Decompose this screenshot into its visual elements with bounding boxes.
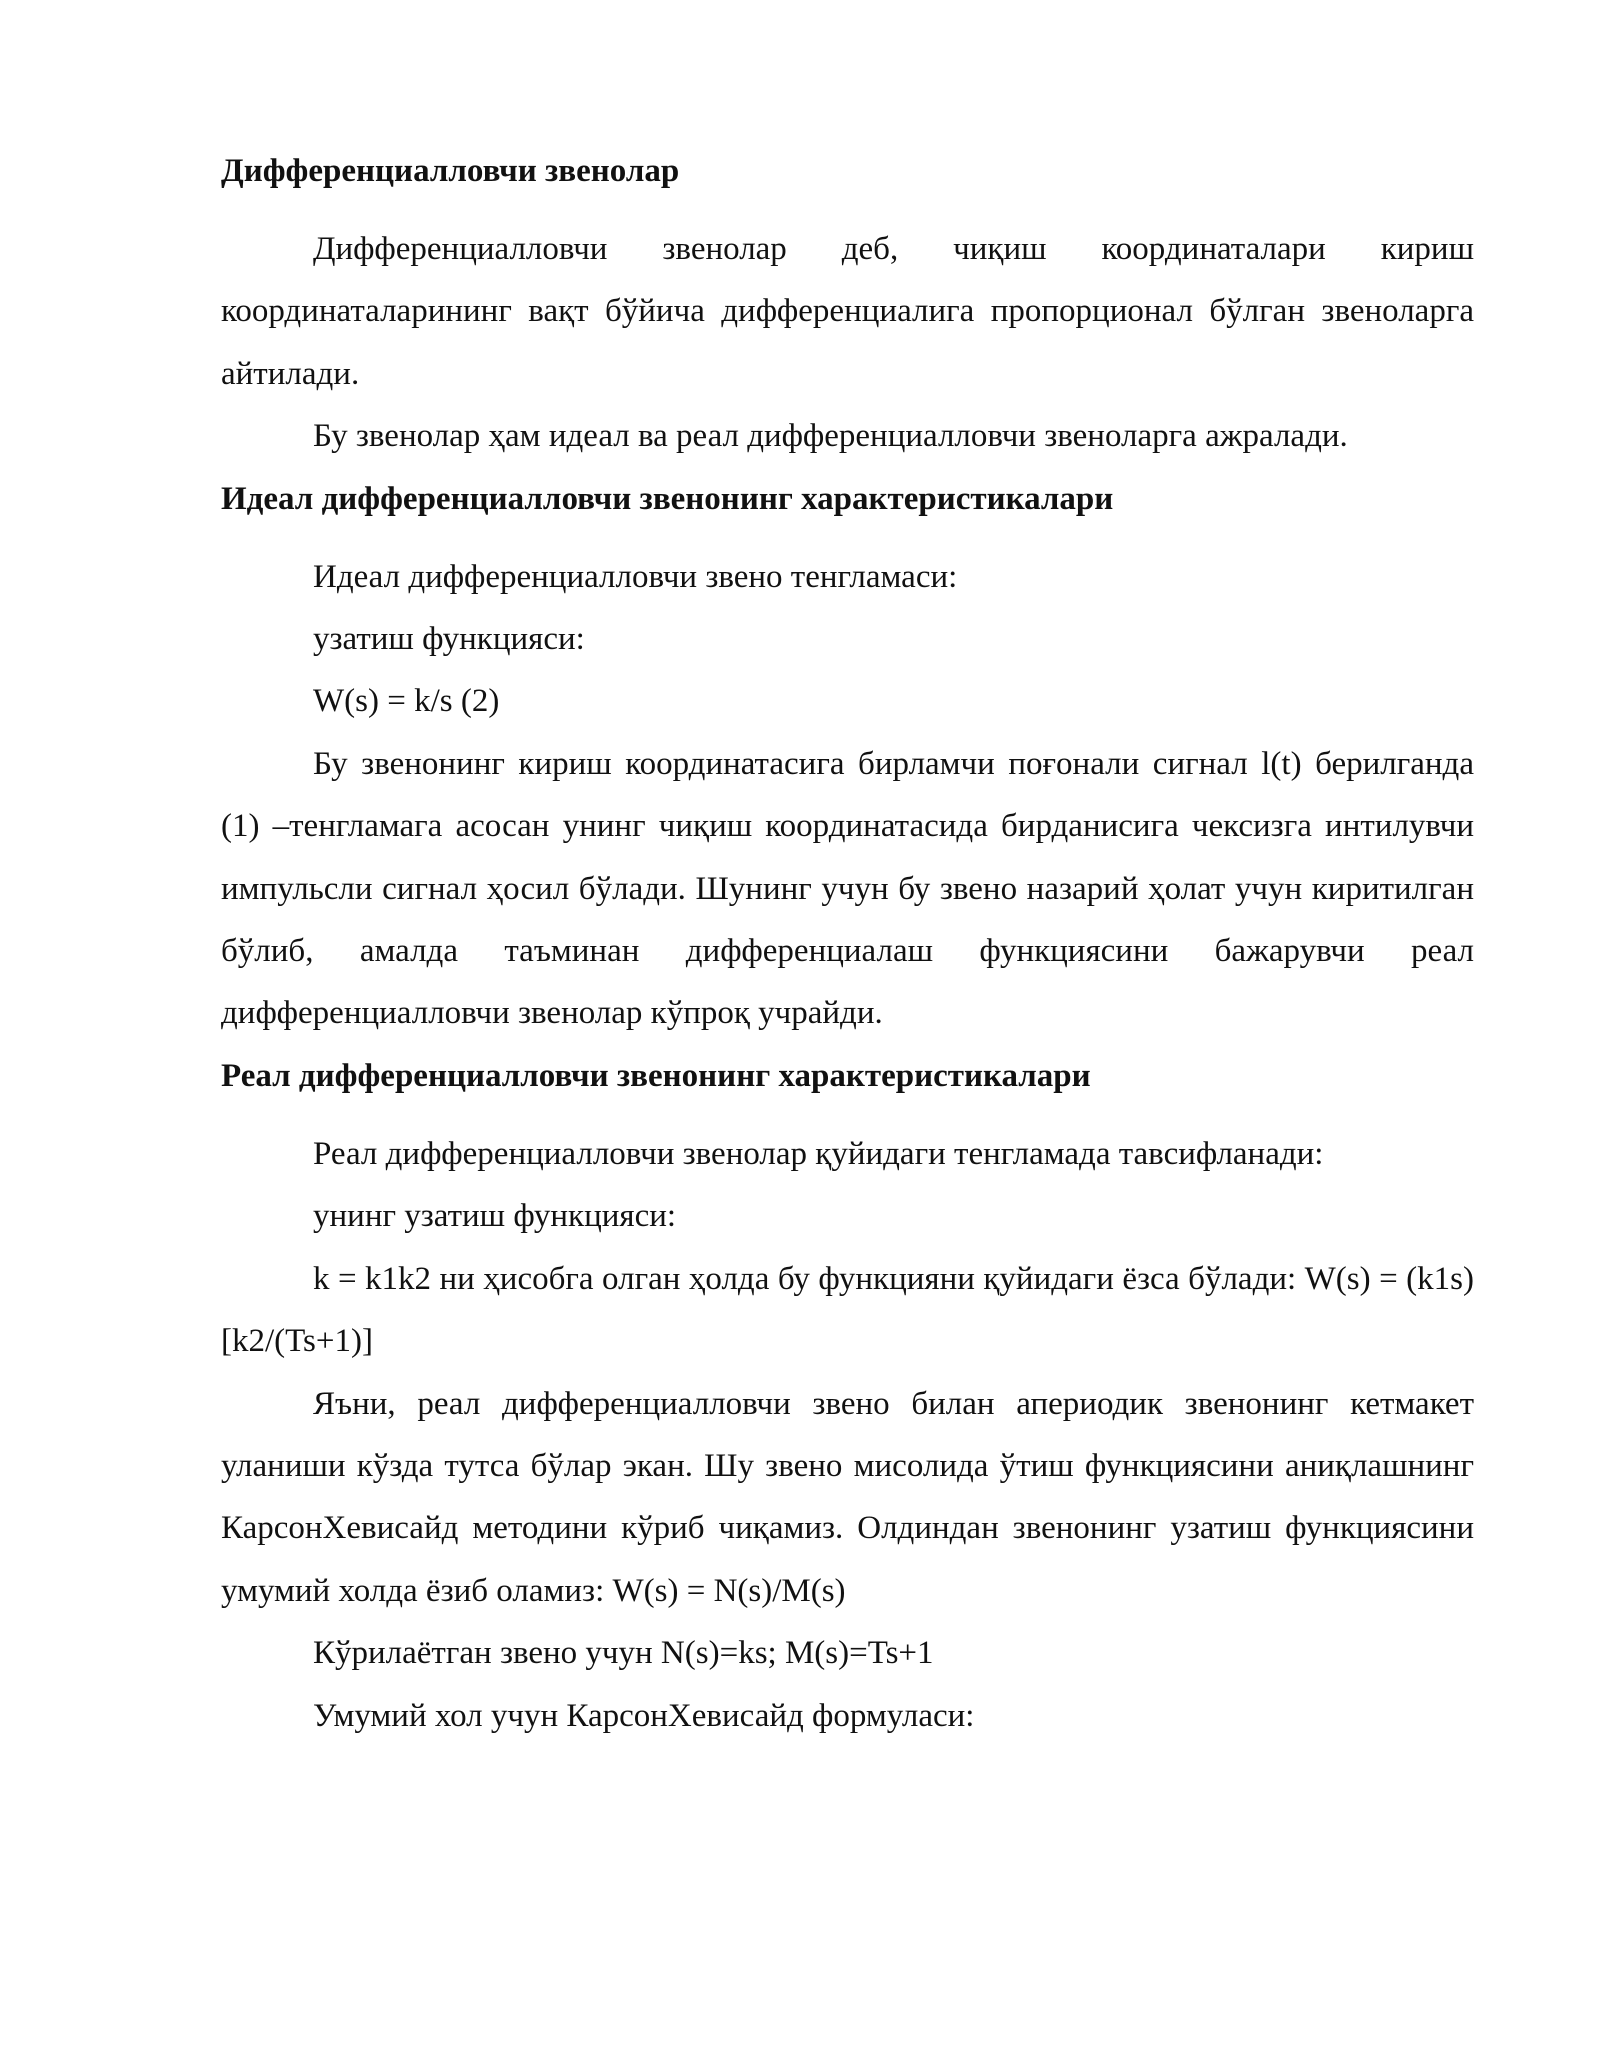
section-real-link-characteristics — [221, 1045, 1474, 1747]
paragraph: k = k1k2 ни ҳисобга олган ҳолда бу функцияни қуйидаги ёзса бўлади: W(s) = (k1s)[k2/(Ts+1)] — [221, 1260, 1474, 1360]
section-heading: Реал дифференциалловчи звенонинг характеристикалари — [221, 1057, 1091, 1094]
paragraph: унинг узатиш функцияси: — [313, 1198, 677, 1235]
section-heading: Дифференциалловчи звенолар — [221, 153, 680, 189]
formula-paragraph: Кўрилаётган звено учун N(s)=ks; M(s)=Ts+1 — [313, 1635, 934, 1672]
paragraph: узатиш функцияси: — [313, 621, 585, 658]
paragraph: Идеал дифференциалловчи звено тенгламаси: — [313, 558, 958, 595]
document-page — [221, 140, 1474, 1747]
paragraph: Бу звенолар ҳам идеал ва реал дифференциалловчи звеноларга ажралади. — [313, 418, 1348, 455]
paragraph: Бу звенонинг кириш координатасига бирламчи поғонали сигнал l(t) берилганда (1) –тенгламага асосан унинг чиқиш координатасида бирданисига чексизга интилувчи импульсли сигнал ҳосил бўлади. Шунинг учун бу звено назарий ҳолат учун киритилган бўлиб, амалда таъминан дифференциалаш функциясини бажарувчи реал дифференциалловчи звенолар кўпроқ учрайди. — [221, 745, 1474, 1032]
paragraph: Реал дифференциалловчи звенолар қуйидаги тенгламада тавсифланади: — [313, 1135, 1324, 1172]
paragraph: Дифференциалловчи звенолар деб, чиқиш координаталари кириш координаталарининг вақт бўйича дифференциалига пропорционал бўлган звеноларга айтилади. — [221, 231, 1474, 392]
paragraph: Умумий хол учун КарсонХевисайд формуласи: — [313, 1697, 975, 1734]
section-differentiating-links — [221, 140, 1474, 468]
section-heading: Идеал дифференциалловчи звенонинг характеристикалари — [221, 480, 1114, 517]
formula-paragraph: W(s) = k/s (2) — [313, 683, 500, 720]
section-ideal-link-characteristics — [221, 468, 1474, 1045]
paragraph: Яъни, реал дифференциалловчи звено билан апериодик звенонинг кетмакет уланиши кўзда тутса бўлар экан. Шу звено мисолида ўтиш функциясини аниқлашнинг КарсонХевисайд методини кўриб чиқамиз. Олдиндан звенонинг узатиш функциясини умумий холда ёзиб оламиз: W(s) = N(s)/M(s) — [221, 1385, 1474, 1609]
